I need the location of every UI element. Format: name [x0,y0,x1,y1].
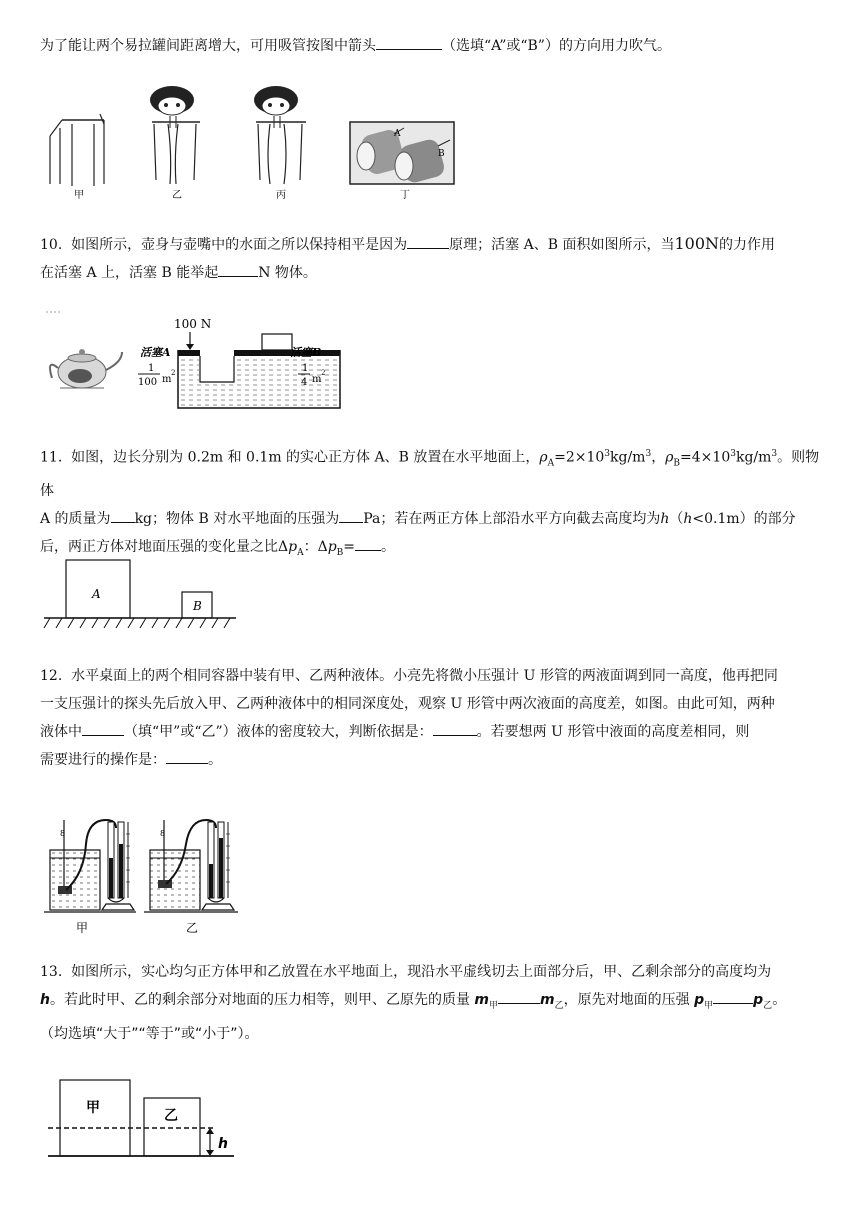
q9-fig-ding [350,122,454,185]
q12-line2: 一支压强计的探头先后放入甲、乙两种液体中的相同深度处，观察 U 形管中两次液面的高度差，如图。由此可知，两种 [40,696,775,712]
question-10-text [40,230,830,287]
q11-exp-b2: 3 [771,449,778,459]
q12-answer-blank-1[interactable] [82,719,124,736]
q13-figure [44,1072,244,1164]
q11-rho-b: ρ [665,449,674,466]
q12-label-yi: 乙 [186,921,199,935]
q12-line3-b: （填“甲”或“乙”）液体的密度较大，判断依据是： [124,724,433,740]
q9-fig-yi [150,86,200,184]
q13-line1: 如图所示，实心均匀正方体甲和乙放置在水平地面上，现沿水平虚线切去上面部分后，甲、乙剩余部分的高度均为 [71,964,772,980]
q9-text-after: （选填“A”或“B”）的方向用力吹气。 [442,38,671,54]
q11-exp-a: 3 [604,449,611,459]
q13-label-h: h [218,1136,228,1152]
q13-p-sub-yi: 乙 [763,1000,773,1011]
q10-line1-b: 原理；活塞 A、B 面积如图所示，当 [449,237,675,253]
q11-line2-a: A 的质量为 [40,511,111,528]
q10-unit-a: m [162,374,172,385]
q13-m-yi: m [540,992,555,1008]
q10-area-a-num: 1 [148,363,155,374]
q11-sub-b: B [673,458,681,469]
q9-figure [44,84,464,202]
q13-m-sub-yi: 乙 [554,1000,564,1011]
q11-p-a: p [288,539,298,556]
q13-p-jia: p [694,992,705,1008]
q10-figure [44,308,364,412]
ground-hatching [44,618,230,628]
cube-yi [144,1098,200,1156]
q13-p-yi: p [753,992,764,1008]
svg-text:8: 8 [60,829,66,838]
q13-answer-blank-1[interactable] [498,987,540,1004]
q11-line2-e: <0.1m）的部分 [692,511,796,528]
q9-text-before: 为了能让两个易拉罐间距离增大，可用吸管按图中箭头 [40,38,376,54]
q13-p-sub-jia: 甲 [704,1000,714,1011]
q9-label-bing: 丙 [276,190,286,201]
q13-number: 13. [40,964,63,980]
q9-fig-bing [254,86,306,184]
q13-label-jia: 甲 [86,1100,100,1116]
q11-line3-b: ：Δ [303,539,328,556]
question-9-text [40,32,830,60]
q13-line2-b: ，原先对地面的压强 [563,992,690,1008]
question-12-text [40,662,830,774]
q10-unit-a-exp: 2 [171,369,176,377]
q11-answer-blank-3[interactable] [355,534,381,551]
q9-fig-jia [50,114,104,186]
q11-psub-b: B [336,548,344,559]
q13-answer-blank-2[interactable] [713,987,753,1004]
q10-line1-c: 的力作用 [719,237,776,253]
pressure-gauge-jia [44,820,136,912]
q9-label-yi: 乙 [172,190,182,201]
q11-line1-e: =4×10 [680,449,731,466]
q11-line2-c: Pa；若在两正方体上部沿水平方向截去高度均为 [363,511,661,528]
q11-line1-b: =2×10 [554,449,605,466]
teapot-icon [50,349,122,388]
q12-answer-blank-3[interactable] [166,747,208,764]
q10-piston-b-label: 活塞B [290,346,322,359]
q12-line4-b: 。 [208,752,222,768]
q12-figure [44,814,244,938]
q11-line1-g: 。则物体 [40,449,820,500]
question-13-text [40,958,830,1048]
q13-m-jia: m [474,992,490,1008]
q11-label-a: A [92,587,101,601]
q12-line3-c: 。若要想两 U 形管中液面的高度差相同，则 [476,724,750,740]
q12-line3-a: 液体中 [40,724,82,740]
q11-line3-d: 。 [381,539,396,556]
q11-answer-blank-1[interactable] [111,506,135,523]
q10-force-label: 100 N [174,317,212,331]
q10-line2-a: 在活塞 A 上，活塞 B 能举起 [40,265,219,281]
q13-line2-a: 。若此时甲、乙的剩余部分对地面的压力相等，则甲、乙原先的质量 [49,992,470,1008]
q9-label-jia: 甲 [74,190,84,201]
q11-line1-f: kg/m [735,449,772,466]
q11-number: 11. [40,449,63,466]
q12-line1: 水平桌面上的两个相同容器中装有甲、乙两种液体。小亮先将微小压强计 U 形管的两液面调到同一高度，他再把同 [71,668,778,684]
q10-area-b-num: 1 [302,363,309,374]
q9-answer-blank[interactable] [376,33,442,50]
question-11-text [40,440,830,567]
svg-text:8: 8 [160,829,166,838]
q10-answer-blank-2[interactable] [218,260,258,277]
q10-unit-b: m [312,374,322,385]
q11-rho-a: ρ [539,449,548,466]
q10-area-b-den: 4 [301,377,308,388]
q10-area-a-den: 100 [138,377,158,388]
q13-line2-c: 。 [772,992,787,1008]
q13-label-yi: 乙 [164,1108,178,1124]
q11-line1-d: ， [651,449,666,466]
q10-answer-blank-1[interactable] [407,232,449,249]
q12-number: 12. [40,668,63,684]
q12-label-jia: 甲 [76,921,89,935]
q11-h: h [660,511,670,528]
q11-line1-a: 如图，边长分别为 0.2m 和 0.1m 的实心正方体 A、B 放置在水平地面上， [71,449,540,466]
q13-h: h [40,992,50,1008]
q11-p-b: p [327,539,337,556]
q11-line3-c: = [343,539,356,556]
q11-sub-a: A [547,458,555,469]
q12-answer-blank-2[interactable] [433,719,477,736]
q13-line3: （均选填“大于”“等于”或“小于”）。 [40,1025,259,1042]
q9-can-label-b: B [438,149,445,159]
q9-label-ding: 丁 [400,190,410,201]
q10-line2-b: N 物体。 [258,265,317,281]
q10-number: 10. [40,237,63,253]
q10-force: 100N [674,234,720,253]
q11-h2: h [683,511,693,528]
q11-line2-d: （ [669,511,684,528]
q11-psub-a: A [297,548,304,559]
q9-can-label-a: A [394,129,401,139]
q11-exp-b: 3 [730,449,736,459]
cube-jia [60,1080,130,1156]
q10-line1-a: 如图所示，壶身与壶嘴中的水面之所以保持相平是因为 [71,237,408,253]
q11-line3-a: 后，两正方体对地面压强的变化量之比Δ [40,539,289,556]
q11-answer-blank-2[interactable] [339,506,363,523]
q11-line2-b: kg；物体 B 对水平地面的压强为 [134,511,340,528]
q11-exp-a2: 3 [645,449,652,459]
pressure-gauge-yi [144,820,238,912]
q13-m-sub-jia: 甲 [489,1000,499,1011]
q10-piston-a-label: 活塞A [140,346,171,359]
q10-unit-b-exp: 2 [321,369,326,377]
q12-line4-a: 需要进行的操作是： [40,752,166,768]
q11-line1-c: kg/m [610,449,646,466]
q11-label-b: B [193,599,202,613]
q11-figure [40,556,240,636]
